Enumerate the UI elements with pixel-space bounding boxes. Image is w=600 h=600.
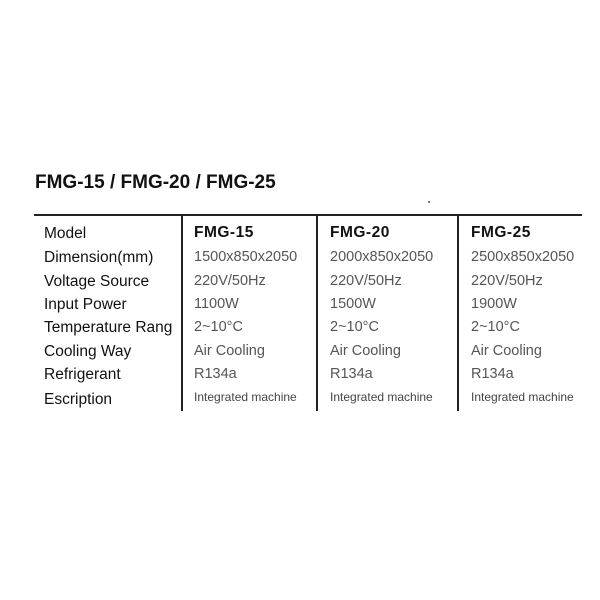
row-label-dimension: Dimension(mm) — [44, 249, 154, 266]
row-label-power: Input Power — [44, 296, 127, 313]
cell-power: 1100W — [194, 296, 239, 312]
cell-cooling: Air Cooling — [194, 343, 265, 359]
cell-voltage: 220V/50Hz — [471, 273, 543, 289]
cell-dimension: 2000x850x2050 — [330, 249, 434, 265]
cell-power: 1500W — [330, 296, 376, 312]
cell-description: Integrated machine — [330, 390, 433, 404]
cell-refrigerant: R134a — [471, 366, 514, 382]
cell-cooling: Air Cooling — [330, 343, 401, 359]
row-label-temperature: Temperature Rang — [44, 319, 173, 336]
model-header-fmg15: FMG-15 — [194, 224, 254, 241]
row-label-voltage: Voltage Source — [44, 273, 150, 290]
model-header-fmg20: FMG-20 — [330, 224, 390, 241]
cell-voltage: 220V/50Hz — [330, 273, 402, 289]
cell-description: Integrated machine — [194, 390, 297, 404]
column-divider-1 — [181, 216, 183, 411]
cell-temperature: 2~10°C — [330, 319, 379, 335]
column-divider-2 — [316, 216, 318, 411]
cell-refrigerant: R134a — [194, 366, 237, 382]
page-title: FMG-15 / FMG-20 / FMG-25 — [35, 172, 276, 193]
cell-temperature: 2~10°C — [471, 319, 520, 335]
cell-temperature: 2~10°C — [194, 319, 243, 335]
row-label-model: Model — [44, 225, 87, 242]
cell-refrigerant: R134a — [330, 366, 373, 382]
table-top-rule — [34, 214, 582, 216]
cell-cooling: Air Cooling — [471, 343, 542, 359]
row-label-refrigerant: Refrigerant — [44, 366, 121, 383]
row-label-description: Escription — [44, 391, 113, 408]
model-header-fmg25: FMG-25 — [471, 224, 531, 241]
cell-description: Integrated machine — [471, 390, 574, 404]
column-divider-3 — [457, 216, 459, 411]
cell-power: 1900W — [471, 296, 517, 312]
cell-dimension: 1500x850x2050 — [194, 249, 298, 265]
decorative-dot — [428, 201, 430, 203]
row-label-cooling: Cooling Way — [44, 343, 132, 360]
cell-dimension: 2500x850x2050 — [471, 249, 575, 265]
cell-voltage: 220V/50Hz — [194, 273, 266, 289]
